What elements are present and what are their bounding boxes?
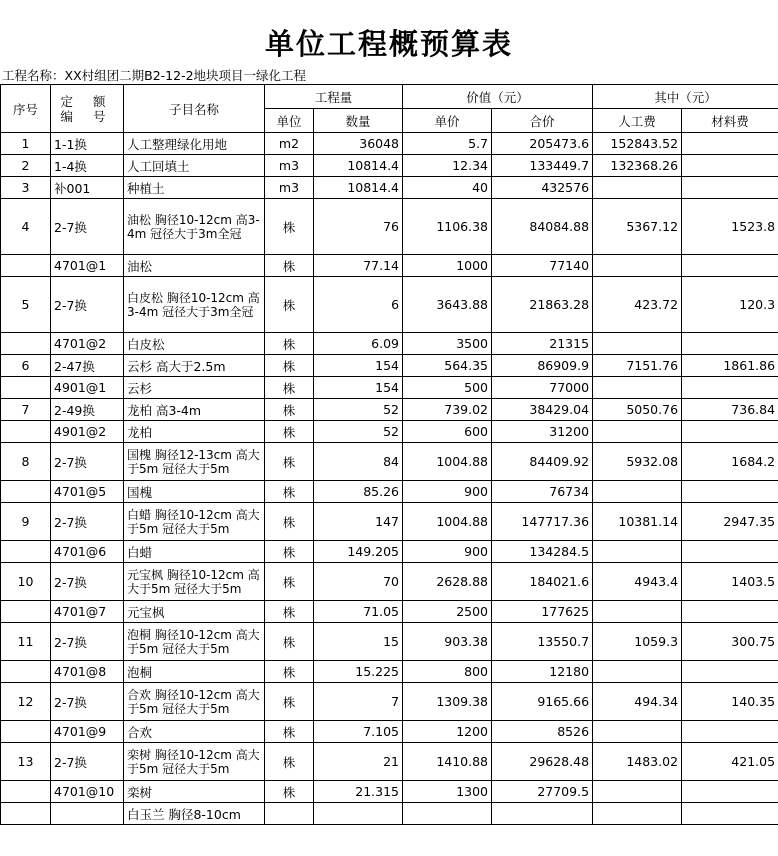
seq-cell: 9	[1, 503, 51, 541]
total-price-cell: 12180	[492, 661, 593, 683]
material-cost-cell: 736.84	[682, 399, 778, 421]
table-row	[1, 563, 778, 601]
total-price-cell: 27709.5	[492, 781, 593, 803]
unit-price-cell: 900	[403, 541, 492, 563]
unit-cell: 株	[265, 661, 314, 683]
table-row	[1, 721, 778, 743]
unit-cell: 株	[265, 623, 314, 661]
labor-cost-cell	[593, 421, 682, 443]
total-price-cell: 147717.36	[492, 503, 593, 541]
labor-cost-cell	[593, 481, 682, 503]
qty-cell: 71.05	[314, 601, 403, 623]
unit-cell: 株	[265, 333, 314, 355]
seq-cell	[1, 803, 51, 825]
material-cost-cell: 120.3	[682, 277, 778, 333]
code-cell: 4901@1	[51, 377, 124, 399]
material-cost-cell	[682, 481, 778, 503]
name-cell: 油松 胸径10-12cm 高3-4m 冠径大于3m全冠	[124, 199, 265, 255]
name-cell: 油松	[124, 255, 265, 277]
qty-cell: 154	[314, 355, 403, 377]
total-price-cell	[492, 803, 593, 825]
labor-cost-cell: 10381.14	[593, 503, 682, 541]
table-row	[1, 133, 778, 155]
code-cell: 2-47换	[51, 355, 124, 377]
labor-cost-cell	[593, 177, 682, 199]
seq-cell: 1	[1, 133, 51, 155]
name-cell: 栾树 胸径10-12cm 高大于5m 冠径大于5m	[124, 743, 265, 781]
qty-cell: 154	[314, 377, 403, 399]
qty-cell: 15	[314, 623, 403, 661]
seq-cell	[1, 255, 51, 277]
code-cell: 2-7换	[51, 277, 124, 333]
total-price-cell: 184021.6	[492, 563, 593, 601]
unit-cell: m3	[265, 155, 314, 177]
unit-cell	[265, 803, 314, 825]
unit-price-cell: 1410.88	[403, 743, 492, 781]
qty-cell: 52	[314, 421, 403, 443]
total-price-cell: 177625	[492, 601, 593, 623]
code-cell: 4701@7	[51, 601, 124, 623]
labor-cost-cell: 152843.52	[593, 133, 682, 155]
seq-cell: 5	[1, 277, 51, 333]
unit-price-cell: 564.35	[403, 355, 492, 377]
labor-cost-cell	[593, 541, 682, 563]
qty-cell: 36048	[314, 133, 403, 155]
name-cell: 合欢	[124, 721, 265, 743]
unit-price-cell: 3643.88	[403, 277, 492, 333]
unit-cell: 株	[265, 277, 314, 333]
table-body	[1, 133, 778, 825]
code-cell: 2-7换	[51, 683, 124, 721]
name-cell: 白皮松	[124, 333, 265, 355]
unit-cell: 株	[265, 683, 314, 721]
labor-cost-cell: 494.34	[593, 683, 682, 721]
labor-cost-cell: 1059.3	[593, 623, 682, 661]
unit-price-cell: 1200	[403, 721, 492, 743]
total-price-cell: 9165.66	[492, 683, 593, 721]
total-price-cell: 133449.7	[492, 155, 593, 177]
unit-price-cell: 903.38	[403, 623, 492, 661]
code-cell: 4701@5	[51, 481, 124, 503]
labor-cost-cell	[593, 721, 682, 743]
seq-cell	[1, 721, 51, 743]
seq-cell	[1, 601, 51, 623]
material-cost-cell	[682, 133, 778, 155]
labor-cost-cell: 4943.4	[593, 563, 682, 601]
labor-cost-cell	[593, 601, 682, 623]
seq-cell	[1, 481, 51, 503]
labor-cost-cell: 1483.02	[593, 743, 682, 781]
unit-price-cell: 1004.88	[403, 503, 492, 541]
unit-cell: 株	[265, 563, 314, 601]
labor-cost-cell: 132368.26	[593, 155, 682, 177]
material-cost-cell: 1523.8	[682, 199, 778, 255]
table-row	[1, 333, 778, 355]
name-cell: 白玉兰 胸径8-10cm	[124, 803, 265, 825]
table-row	[1, 421, 778, 443]
unit-price-cell: 1004.88	[403, 443, 492, 481]
total-price-cell: 134284.5	[492, 541, 593, 563]
table-row	[1, 355, 778, 377]
total-price-cell: 8526	[492, 721, 593, 743]
header-seq: 序号	[1, 85, 51, 133]
unit-price-cell: 1106.38	[403, 199, 492, 255]
name-cell: 云杉 高大于2.5m	[124, 355, 265, 377]
unit-cell: 株	[265, 503, 314, 541]
table-row	[1, 443, 778, 481]
seq-cell: 2	[1, 155, 51, 177]
unit-price-cell: 600	[403, 421, 492, 443]
table-row	[1, 601, 778, 623]
qty-cell: 85.26	[314, 481, 403, 503]
qty-cell: 15.225	[314, 661, 403, 683]
code-cell: 1-4换	[51, 155, 124, 177]
code-cell: 2-7换	[51, 743, 124, 781]
unit-cell: 株	[265, 443, 314, 481]
seq-cell: 6	[1, 355, 51, 377]
code-cell: 2-49换	[51, 399, 124, 421]
code-cell: 2-7换	[51, 503, 124, 541]
table-row	[1, 481, 778, 503]
unit-price-cell: 40	[403, 177, 492, 199]
unit-price-cell: 1309.38	[403, 683, 492, 721]
table-row	[1, 155, 778, 177]
qty-cell: 21	[314, 743, 403, 781]
material-cost-cell: 2947.35	[682, 503, 778, 541]
material-cost-cell: 1861.86	[682, 355, 778, 377]
total-price-cell: 205473.6	[492, 133, 593, 155]
code-cell: 2-7换	[51, 623, 124, 661]
code-cell: 2-7换	[51, 563, 124, 601]
material-cost-cell	[682, 721, 778, 743]
name-cell: 泡桐	[124, 661, 265, 683]
table-row	[1, 177, 778, 199]
table-row	[1, 661, 778, 683]
code-cell: 4701@1	[51, 255, 124, 277]
labor-cost-cell	[593, 377, 682, 399]
labor-cost-cell	[593, 661, 682, 683]
unit-price-cell: 900	[403, 481, 492, 503]
material-cost-cell	[682, 421, 778, 443]
name-cell: 国槐	[124, 481, 265, 503]
labor-cost-cell: 423.72	[593, 277, 682, 333]
code-cell: 2-7换	[51, 443, 124, 481]
labor-cost-cell	[593, 255, 682, 277]
qty-cell: 10814.4	[314, 155, 403, 177]
code-cell: 4701@9	[51, 721, 124, 743]
qty-cell: 149.205	[314, 541, 403, 563]
seq-cell: 11	[1, 623, 51, 661]
name-cell: 白皮松 胸径10-12cm 高3-4m 冠径大于3m全冠	[124, 277, 265, 333]
unit-cell: 株	[265, 721, 314, 743]
seq-cell: 12	[1, 683, 51, 721]
name-cell: 龙柏 高3-4m	[124, 399, 265, 421]
unit-cell: 株	[265, 377, 314, 399]
unit-price-cell: 800	[403, 661, 492, 683]
table-row	[1, 781, 778, 803]
material-cost-cell	[682, 155, 778, 177]
header-unit-price: 单价	[403, 109, 492, 133]
labor-cost-cell: 5932.08	[593, 443, 682, 481]
material-cost-cell	[682, 177, 778, 199]
code-cell: 4701@8	[51, 661, 124, 683]
seq-cell	[1, 781, 51, 803]
material-cost-cell	[682, 333, 778, 355]
name-cell: 种植土	[124, 177, 265, 199]
labor-cost-cell	[593, 781, 682, 803]
seq-cell: 10	[1, 563, 51, 601]
total-price-cell: 84084.88	[492, 199, 593, 255]
code-cell	[51, 803, 124, 825]
material-cost-cell: 300.75	[682, 623, 778, 661]
unit-cell: 株	[265, 601, 314, 623]
code-cell: 4701@10	[51, 781, 124, 803]
qty-cell: 6.09	[314, 333, 403, 355]
unit-cell: 株	[265, 781, 314, 803]
total-price-cell: 77140	[492, 255, 593, 277]
unit-price-cell: 1000	[403, 255, 492, 277]
seq-cell: 3	[1, 177, 51, 199]
code-cell: 1-1换	[51, 133, 124, 155]
name-cell: 元宝枫 胸径10-12cm 高大于5m 冠径大于5m	[124, 563, 265, 601]
qty-cell: 147	[314, 503, 403, 541]
qty-cell: 7	[314, 683, 403, 721]
header-code-line2: 编 号	[60, 108, 114, 124]
name-cell: 白蜡	[124, 541, 265, 563]
header-unit: 单位	[265, 109, 314, 133]
qty-cell: 76	[314, 199, 403, 255]
code-cell: 4701@2	[51, 333, 124, 355]
material-cost-cell	[682, 781, 778, 803]
project-name: 工程名称：XX村组团二期B2-12-2地块项目一绿化工程	[2, 68, 307, 83]
estimate-table	[0, 84, 778, 825]
total-price-cell: 432576	[492, 177, 593, 199]
unit-price-cell: 500	[403, 377, 492, 399]
total-price-cell: 13550.7	[492, 623, 593, 661]
name-cell: 合欢 胸径10-12cm 高大于5m 冠径大于5m	[124, 683, 265, 721]
qty-cell: 84	[314, 443, 403, 481]
code-cell: 4701@6	[51, 541, 124, 563]
total-price-cell: 29628.48	[492, 743, 593, 781]
unit-cell: 株	[265, 355, 314, 377]
unit-price-cell: 1300	[403, 781, 492, 803]
total-price-cell: 31200	[492, 421, 593, 443]
unit-cell: 株	[265, 399, 314, 421]
seq-cell	[1, 661, 51, 683]
seq-cell	[1, 421, 51, 443]
table-row	[1, 199, 778, 255]
qty-cell: 70	[314, 563, 403, 601]
material-cost-cell	[682, 601, 778, 623]
code-cell: 2-7换	[51, 199, 124, 255]
unit-cell: 株	[265, 481, 314, 503]
material-cost-cell	[682, 541, 778, 563]
qty-cell: 6	[314, 277, 403, 333]
unit-cell: 株	[265, 421, 314, 443]
seq-cell	[1, 333, 51, 355]
total-price-cell: 21315	[492, 333, 593, 355]
material-cost-cell	[682, 803, 778, 825]
table-row	[1, 277, 778, 333]
labor-cost-cell: 7151.76	[593, 355, 682, 377]
name-cell: 龙柏	[124, 421, 265, 443]
material-cost-cell	[682, 255, 778, 277]
qty-cell: 7.105	[314, 721, 403, 743]
total-price-cell: 86909.9	[492, 355, 593, 377]
material-cost-cell	[682, 661, 778, 683]
header-quantity-group: 工程量	[265, 85, 403, 109]
name-cell: 人工回填土	[124, 155, 265, 177]
total-price-cell: 77000	[492, 377, 593, 399]
qty-cell	[314, 803, 403, 825]
seq-cell	[1, 377, 51, 399]
name-cell: 元宝枫	[124, 601, 265, 623]
unit-price-cell	[403, 803, 492, 825]
header-among-group: 其中（元）	[593, 85, 778, 109]
table-row	[1, 803, 778, 825]
qty-cell: 77.14	[314, 255, 403, 277]
table-row	[1, 399, 778, 421]
unit-price-cell: 3500	[403, 333, 492, 355]
name-cell: 云杉	[124, 377, 265, 399]
unit-price-cell: 2500	[403, 601, 492, 623]
qty-cell: 52	[314, 399, 403, 421]
header-total-price: 合价	[492, 109, 593, 133]
header-item-name: 子目名称	[124, 85, 265, 133]
unit-cell: m3	[265, 177, 314, 199]
qty-cell: 21.315	[314, 781, 403, 803]
labor-cost-cell	[593, 333, 682, 355]
seq-cell: 8	[1, 443, 51, 481]
total-price-cell: 21863.28	[492, 277, 593, 333]
unit-cell: 株	[265, 255, 314, 277]
unit-price-cell: 739.02	[403, 399, 492, 421]
unit-price-cell: 2628.88	[403, 563, 492, 601]
table-row	[1, 623, 778, 661]
table-row	[1, 541, 778, 563]
material-cost-cell	[682, 377, 778, 399]
total-price-cell: 76734	[492, 481, 593, 503]
labor-cost-cell	[593, 803, 682, 825]
name-cell: 国槐 胸径12-13cm 高大于5m 冠径大于5m	[124, 443, 265, 481]
page-title: 单位工程概预算表	[264, 27, 513, 61]
header-labor-cost: 人工费	[593, 109, 682, 133]
material-cost-cell: 140.35	[682, 683, 778, 721]
header-value-group: 价值（元）	[403, 85, 593, 109]
name-cell: 栾树	[124, 781, 265, 803]
unit-cell: m2	[265, 133, 314, 155]
table-row	[1, 683, 778, 721]
seq-cell: 13	[1, 743, 51, 781]
total-price-cell: 84409.92	[492, 443, 593, 481]
name-cell: 人工整理绿化用地	[124, 133, 265, 155]
table-row	[1, 743, 778, 781]
unit-cell: 株	[265, 743, 314, 781]
header-code-line1: 定 额	[60, 93, 114, 109]
name-cell: 白蜡 胸径10-12cm 高大于5m 冠径大于5m	[124, 503, 265, 541]
table-row	[1, 255, 778, 277]
material-cost-cell: 1403.5	[682, 563, 778, 601]
unit-cell: 株	[265, 199, 314, 255]
material-cost-cell: 1684.2	[682, 443, 778, 481]
header-material-cost: 材料费	[682, 109, 778, 133]
labor-cost-cell: 5050.76	[593, 399, 682, 421]
header-amount: 数量	[314, 109, 403, 133]
code-cell: 4901@2	[51, 421, 124, 443]
seq-cell	[1, 541, 51, 563]
table-row	[1, 377, 778, 399]
code-cell: 补001	[51, 177, 124, 199]
unit-price-cell: 5.7	[403, 133, 492, 155]
unit-cell: 株	[265, 541, 314, 563]
total-price-cell: 38429.04	[492, 399, 593, 421]
seq-cell: 4	[1, 199, 51, 255]
name-cell: 泡桐 胸径10-12cm 高大于5m 冠径大于5m	[124, 623, 265, 661]
qty-cell: 10814.4	[314, 177, 403, 199]
labor-cost-cell: 5367.12	[593, 199, 682, 255]
material-cost-cell: 421.05	[682, 743, 778, 781]
table-row	[1, 503, 778, 541]
seq-cell: 7	[1, 399, 51, 421]
header-code	[51, 85, 124, 133]
unit-price-cell: 12.34	[403, 155, 492, 177]
